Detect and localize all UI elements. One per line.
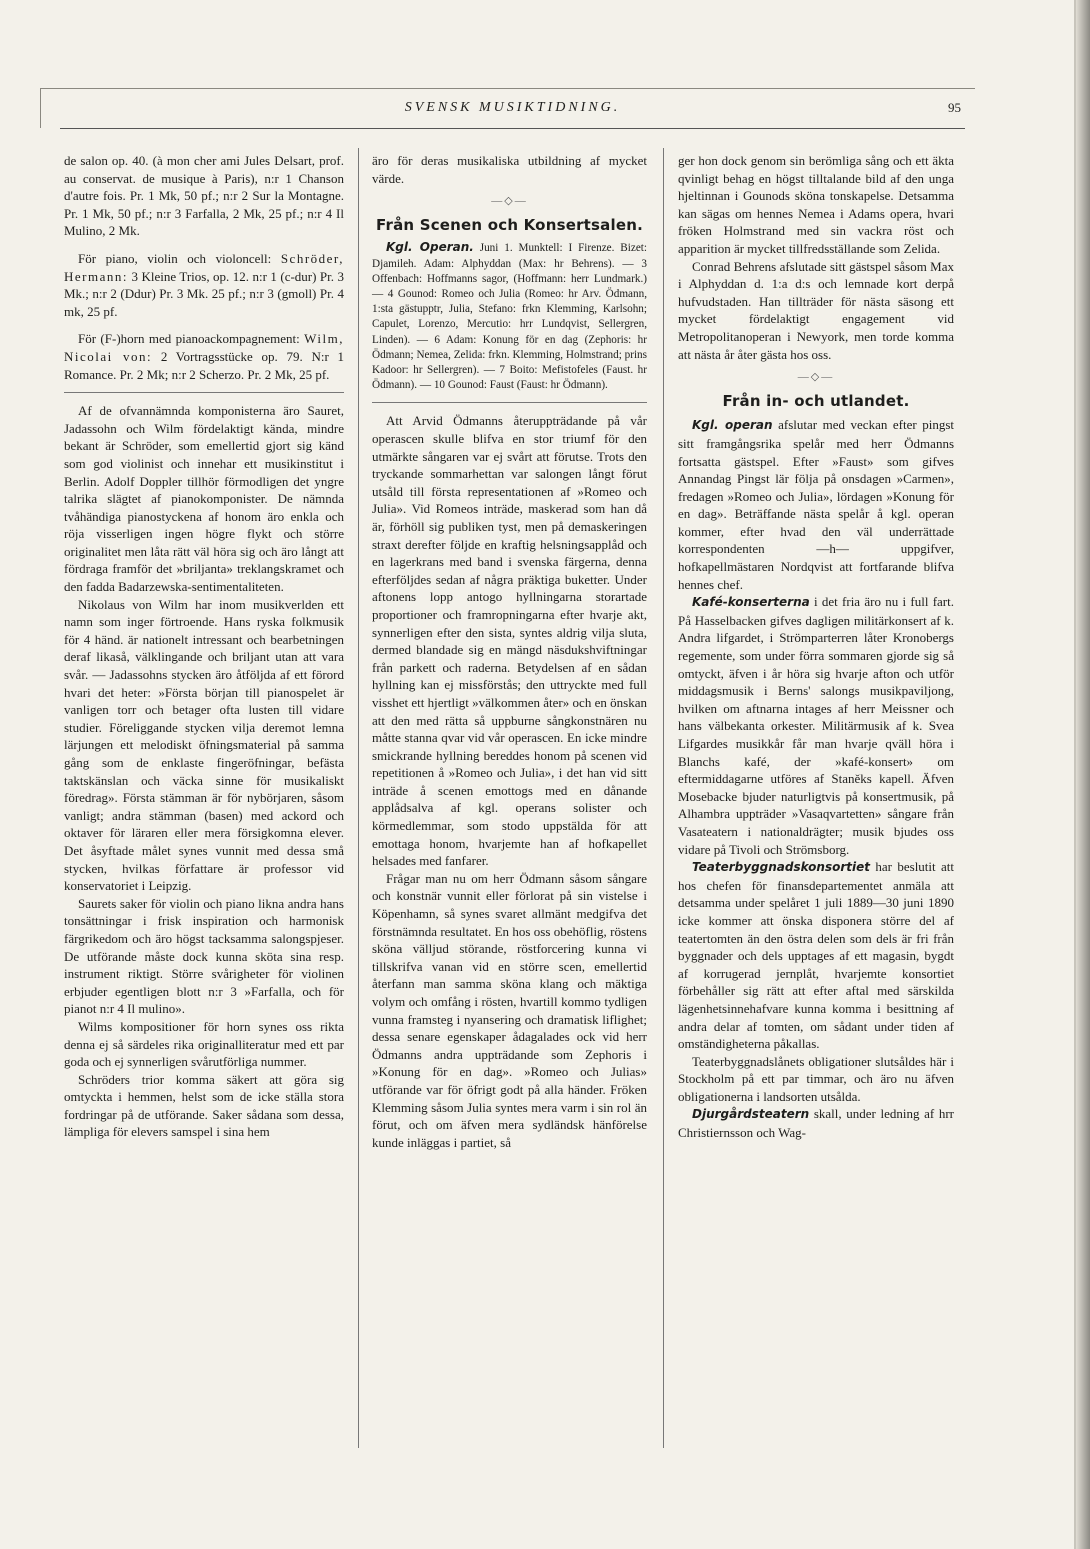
column-separator: [663, 148, 664, 1448]
news-item-heading: Kafé-konserterna: [692, 595, 810, 610]
paragraph: Att Arvid Ödmanns återuppträdande på vår operascen skulle blifva en stor triumf för den utmärkte sångaren var ej svårt att förutse. Trots den tryckande sommarhettan var salongen långt förut utsåld till första representationen af »Romeo och Julia». Vid Romeos inträde, maskerad som han då är, förhöll sig publiken tyst, men på demaskeringen straxt derefter följde en kraftig helsningsapplåd och en lagerkrans med band i svenska färgerna, denna efterföljdes sedan af några präktiga buketter. Under aftonens lopp antogo hyllningarna storartade proportioner och framropningarna efter hvarje akt, synnerligen efter den sista, syntes aldrig vilja sluta, dermed blandade sig en mängd näsdukshviftningar från parkett och raderna. Betydelsen af en sådan hyllning kan ej missförstås; den uttryckte med full visshet ett hjertligt »välkommen åter» och en önskan att den med rätta så uppburne sångkonstnären nu måtte stanna qvar vid vår operascen. En icke mindre smickrande hyllning bereddes honom på scenen vid repetitionen å »Romeo och Julia», i det han vid sitt inträde å scenen emottogs med en dånande applådsalva af kgl. operans solister och körmedlemmar, som stodo uppstälda för att emottaga honom, hvarjemte han af hofkapellet helsades med fanfarer.: [372, 413, 647, 869]
news-item-heading: Djurgårdsteatern: [692, 1107, 810, 1122]
frame-line-top: [40, 88, 975, 89]
frame-line-left: [40, 88, 41, 128]
listing-text: Juni 1. Munktell: I Firenze. Bizet: Djamileh. Adam: Alphyddan (Max: hr Behrens). — 3 Offenbach: Hoffmanns sagor, (Hoffmann: herr Lundmark.) — 4 Gounod: Romeo och Julia (Romeo: hr Arv. Ödmann, 1:sta gästupptr, Julia, Stefano: frkn Klemming, Karlsohn; Capulet, Lorenzo, Mercutio: hrr Lundqvist, Sellergren, Linden). — 6 Adam: Konung för en dag (Zephoris: hr Ödmann; Nemea, Zelida: frkn. Klemming, Holmstrand; prins Kadoor: hr Sellergren). — 7 Boito: Mefistofeles (Faust. hr Ödmann). — 10 Gounod: Faust (Faust: hr Ödmann).: [372, 242, 647, 392]
section-title: Från in- och utlandet.: [722, 391, 910, 410]
news-item-text: i det fria äro nu i full fart. På Hasselbacken gifves dagligen militärkonsert af k. Andra lifgardet, i Strömparterren låter Kronobergs regemente, som under förra sommaren gjorde sig så omtyckt, äfven i år höra sig hvarje afton och utför middagsmusik i Berns' salongs musikpaviljong, hvilken om aftnarna intages af herr Meissner och hans välbekanta orkester. Militärmusik af k. Svea Lifgardes musikkår får man hvarje qväll höra i Blanchs kafé, der »kafé-konsert» om eftermiddagarne utföres af Staněks kapell. Äfven Mosebacke bjuder naturligtvis på konsertmusik, på Alhambra uppträder »Vasaqvartetten» sångare från Vasateatern i nationaldrägter; musik bjudes oss vidare på Tivoli och Strömsborg.: [678, 594, 955, 857]
paragraph: ger hon dock genom sin berömliga sång och ett äkta qvinligt behag en högst tilltalande bild af den unga hjeltinnan i Gounods sköna tonskapelse. Detsamma kan sägas om hennes Nemea i Adams opera, hvari fröken Holmstrand med sin vackra röst och apparition är mycket tillfredsställande som Zelida.: [678, 153, 954, 256]
page-edge: [1076, 0, 1090, 1549]
composer-name: Schröder, Hermann:: [64, 250, 344, 284]
performance-listing: [372, 240, 647, 393]
composer-name: Wilm, Nicolai von:: [64, 331, 344, 364]
section-divider: [64, 392, 344, 393]
paragraph: Wilms kompositioner för horn synes oss rikta denna ej så särdeles rika originalliteratur med ett par goda och ej synnerligen svårutförliga nummer.: [64, 1018, 344, 1070]
work-listing: 2 Vortragsstücke op. 79. N:r 1 Romance. Pr. 2 Mk; n:r 2 Scherzo. Pr. 2 Mk, 25 pf.: [64, 348, 344, 382]
paragraph: Af de ofvannämnda komponisterna äro Sauret, Jadassohn och Wilm fördelaktigt kända, mindre bekant är Schröder, som emellertid gjort sig känd som god violinist och innehar ett musikinstitut i Berlin. Adolf Doppler tillhör förmodligen det yngre talrika slägtet af pianokomponister. De nämnda tvåhändiga pianostyckena af honom äro enkla och röja visserligen ingen högre flykt och större originalitet men låta rätt väl höra sig och äro långt att fördraga framför det »briljanta» treklangskramet och den fadda Badarzewska-sentimentaliteten.: [64, 403, 344, 595]
news-item-heading: Kgl. operan: [692, 418, 773, 433]
section-divider: [372, 402, 647, 403]
instrument-heading: För (F-)horn med pianoackompagnement:: [78, 331, 300, 347]
paragraph: Schröders trior komma säkert att göra sig omtyckta i hemmen, helst som de icke ställa stora fordringar på de utförande. Saker sådana som dessa, lämpliga för elevers samspel i sina hem: [64, 1071, 344, 1140]
column-separator: [358, 148, 359, 1448]
venue-name: Kgl. Operan.: [386, 240, 474, 255]
paragraph: Saurets saker för violin och piano likna andra hans tonsättningar i frisk inspiration och harmonisk färgrikedom och äro högst tacksamma salongspjeser. De utförande måste dock kunna sköta sina resp. instrument riktigt. Större svårigheter för violinen erbjuder egentligen blott n:r 3 »Farfalla, och för pianot n:r 4 Il mulino».: [64, 895, 344, 1017]
running-head: SVENSK MUSIKTIDNING.: [404, 100, 621, 115]
ornament-divider: —◇—: [797, 371, 835, 384]
news-item: [678, 416, 954, 593]
paragraph: Teaterbyggnadslånets obligationer slutsåldes här i Stockholm på ett par timmar, och äro nu äfven obligationerna i landsorten utsålda.: [678, 1053, 954, 1104]
instrument-heading: För piano, violin och violoncell:: [78, 250, 272, 266]
paragraph: [64, 250, 344, 320]
paragraph: [64, 330, 344, 383]
paragraph: Conrad Behrens afslutade sitt gästspel såsom Max i Alphyddan d. 1:a d:s och lemnade kort derpå hufvudstaden. Han tillträder för nästa säsong ett mycket fördelaktigt engagement vid Metropolitanoperan i Newyork, men torde komma att nästa år åter gästa hos oss.: [678, 258, 954, 362]
column-1: [64, 152, 344, 1141]
news-item: [678, 858, 954, 1053]
page-number: 95: [948, 100, 961, 115]
ornament-divider: —◇—: [491, 195, 528, 208]
news-item-text: afslutar med veckan efter pingst sitt framgångsrika spelår med herr Ödmanns fortsatta gästspel. Efter »Faust» som gifves Annandag Pingst lär följa på onsdagen »Carmen», fredagen »Romeo och Julia», lördagen »Konung för en dag». Beträffande nästa spelår å kgl. operan kommer, efter hvad den väl underrättade korrespondenten —h— uppgifver, hofkapellmästaren Nordqvist att fortfarande blifva hennes chef.: [678, 417, 955, 592]
work-listing: 3 Kleine Trios, op. 12. n:r 1 (c-dur) Pr. 3 Mk.; n:r 2 (Ddur) Pr. 3 Mk. 25 pf.; n:r 3 (gmoll) Pr. 4 mk, 25 pf.: [64, 268, 344, 319]
paragraph: Nikolaus von Wilm har inom musikverlden ett namn som inger förtroende. Hans ryska folkmusik för 4 händ. är nationelt intressant och bearbetningen deraf likaså, välklingande och briljant utan att vara svår. — Jadassohns stycken äro åtföljda af ett förord hvari det heter: »Första början till pianospelet är vanligen torr och betager ofta lusten till vidare studier. Föreliggande stycken vilja deremot lemna lärjungen ett melodiskt öfningsmaterial på samma gång som de enklaste fingeröfningar, befästa taktskänslan och väcka sinne för musikaliskt föredrag». Första stämman är för nybörjaren, såsom vanligt; andra stämman (basen) med ackord och oktaver för läraren eller mera försigkomna elever. Det åsyftade målet synes vunnit med dessa små stycken, hvilkas författare är professor vid konservatoriet i Leipzig.: [64, 596, 344, 894]
column-2: [372, 152, 647, 1151]
paragraph: Frågar man nu om herr Ödmann såsom sångare och konstnär vunnit eller förlorat på sin vistelse i Köpenhamn, så synes svaret allmänt medgifva det förstnämnda resultatet. En hos oss obehöflig, röstens sköna välljud störande, röstforcering kunna vi tillskrifva vanan vid en större scen, emellertid återfann man samma sköna klang och mäktiga volym och omfång i rösten, hvartill kommo tydligen vunna framsteg i nyansering och dramatisk liflighet; dessa senare egenskaper ådagalades ock vid herr Ödmanns andra uppträdande som Zephoris i »Konung för en dag». »Romeo och Julias» utförande var för öfrigt godt på alla händer. Fröken Klemming såsom Julia syntes mera varm i sin rol än förut, och om äfven mera sydländsk hänförelse kunde inläggas i partiet, så: [372, 870, 647, 1150]
news-item-text: skall, under ledning af hrr Christiernsson och Wag-: [678, 1106, 955, 1141]
news-item-text: har beslutit att hos chefen för finansdepartementet anmäla att detsamma under spelåret 1 juli 1889—30 juni 1890 icke kommer att önska disponera större del af teatertomten än den östra delen som dels är fri från byggnader och dels upptages af ett magasin, bygdt af korrugerad jernplåt, hvarjemte konsortiet förbehåller sig rätt att efter aftal med särskilda lägenhetsinnehafvare kunna komma i besittning af andra delar af tomten, om sådant under tiden af omständigheterna påkallas.: [678, 859, 954, 1052]
column-3: [678, 152, 954, 1142]
section-title: Från Scenen och Konsertsalen.: [376, 215, 643, 234]
news-item-heading: Teaterbyggnadskonsortiet: [692, 860, 871, 875]
header-rule: [60, 128, 965, 129]
paragraph: de salon op. 40. (à mon cher ami Jules Delsart, prof. au conservat. de musique à Paris), n:r 1 Chanson d'autre fois. Pr. 1 Mk, 50 pf.; n:r 2 Sur la Montagne. Pr. 1 Mk, 50 pf.; n:r 3 Farfalla, 2 Mk, 25 pf.; n:r 4 Il Mulino, 2 Mk.: [64, 153, 344, 239]
paragraph: äro för deras musikaliska utbildning af mycket värde.: [372, 153, 647, 186]
page-header: [60, 100, 965, 124]
news-item: [678, 1105, 954, 1141]
news-item: [678, 593, 954, 858]
